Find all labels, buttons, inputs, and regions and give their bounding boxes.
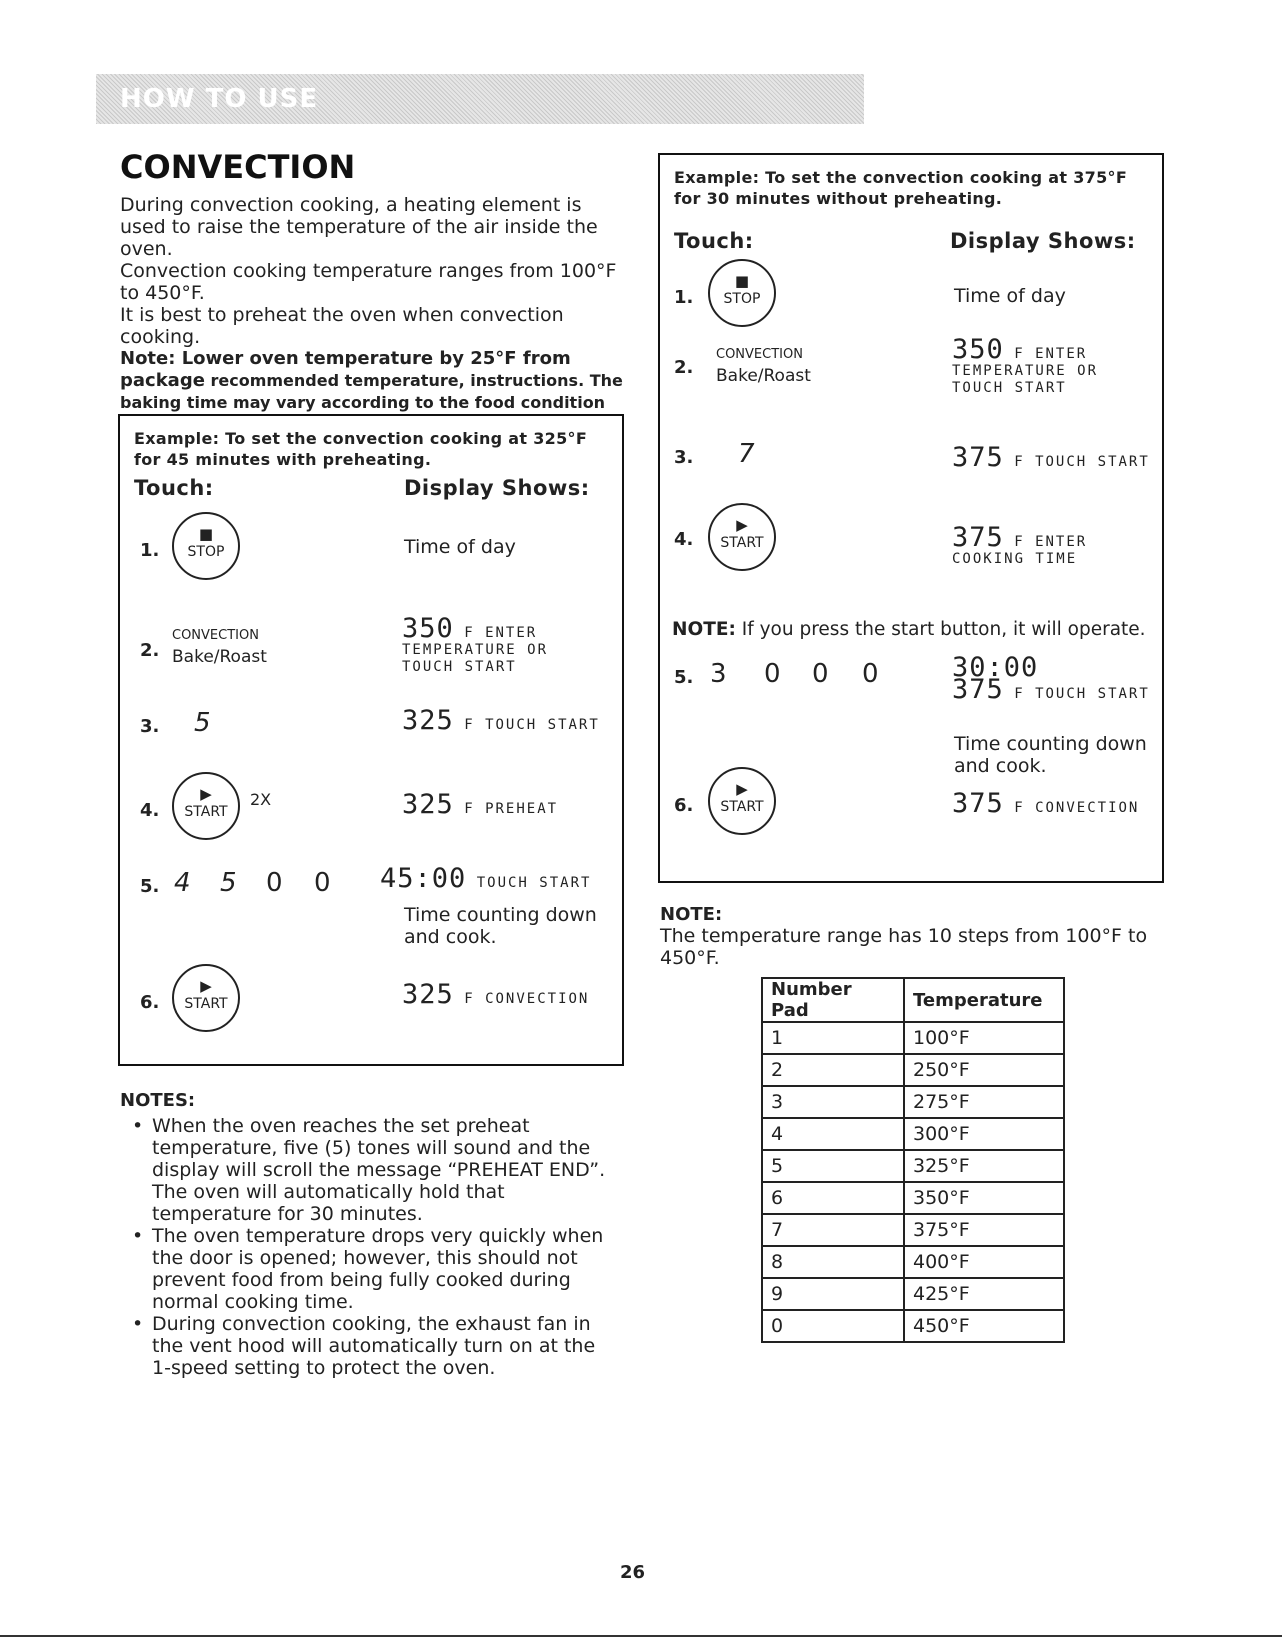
- convection-key-label: CONVECTION: [716, 347, 803, 362]
- number-pad-key[interactable]: 7: [738, 439, 755, 469]
- table-cell: 350°F: [904, 1182, 1064, 1214]
- step-number: 4.: [140, 800, 160, 821]
- play-icon: ▶: [736, 516, 748, 534]
- display-digits: 375: [952, 522, 1004, 553]
- table-row: [762, 1086, 1064, 1118]
- table-cell: 1: [762, 1022, 904, 1054]
- table-cell: 0: [762, 1310, 904, 1342]
- step-number: 2.: [674, 357, 694, 378]
- display-caption: Time counting down and cook.: [404, 904, 597, 948]
- example-title: Example: To set the convection cooking at 375°F for 30 minutes without preheating.: [674, 168, 1128, 208]
- intro-para-3: It is best to preheat the oven when convection cooking.: [120, 304, 564, 348]
- display-text: F ENTER: [464, 625, 538, 641]
- table-cell: 6: [762, 1182, 904, 1214]
- table-cell: 9: [762, 1278, 904, 1310]
- number-pad-key[interactable]: 0: [266, 868, 283, 898]
- intro-note-rest: recommended temperature, instructions. The baking time may vary according to the food condition: [120, 371, 623, 412]
- display-header: Display Shows:: [950, 229, 1136, 253]
- display-text: F TOUCH START: [1014, 454, 1150, 470]
- bottom-divider: [0, 1635, 1282, 1637]
- bake-roast-key[interactable]: Bake/Roast: [172, 647, 267, 667]
- step-number: 2.: [140, 640, 160, 661]
- step-number: 6.: [674, 795, 694, 816]
- note-body: The temperature range has 10 steps from 100°F to 450°F.: [660, 925, 1148, 969]
- example-preheat-box: [118, 414, 624, 1066]
- table-cell: 300°F: [904, 1118, 1064, 1150]
- notes-section: [120, 1090, 620, 1379]
- display-readout: [952, 522, 1088, 568]
- display-digits: 350: [402, 613, 454, 644]
- intro-para-1: During convection cooking, a heating element is used to raise the temperature of the air inside the oven.: [120, 194, 598, 260]
- example-title: Example: To set the convection cooking at 325°F for 45 minutes with preheating.: [134, 429, 588, 469]
- number-pad-key[interactable]: 0: [812, 659, 829, 689]
- stop-button[interactable]: [708, 259, 776, 327]
- table-row: [762, 1118, 1064, 1150]
- start-label: START: [720, 799, 764, 815]
- notes-list: [120, 1115, 620, 1379]
- display-readout: [380, 863, 592, 894]
- display-digits: 45:00: [380, 863, 467, 894]
- section-banner: [96, 74, 864, 124]
- display-readout: [952, 334, 1099, 397]
- intro-note-lead: Note: Lower oven temperature by 25°F from package: [120, 348, 571, 391]
- display-digits: 375: [952, 442, 1004, 473]
- display-caption: Time counting down and cook.: [954, 733, 1147, 777]
- table-row: [762, 1246, 1064, 1278]
- step-number: 6.: [140, 992, 160, 1013]
- table-row: [762, 1022, 1064, 1054]
- play-icon: ▶: [200, 977, 212, 995]
- start-note: [672, 619, 1162, 641]
- column-header: Temperature: [904, 978, 1064, 1022]
- display-text: F TOUCH START: [1014, 686, 1150, 702]
- display-text: TEMPERATURE OR: [402, 642, 549, 658]
- table-cell: 2: [762, 1054, 904, 1086]
- number-pad-key[interactable]: 0: [862, 659, 879, 689]
- list-item: • When the oven reaches the set preheat temperature, five (5) tones will sound and the display will scroll the message “PREHEAT END”. The oven will automatically hold that temperature for 30 minutes.: [120, 1115, 620, 1225]
- table-cell: 250°F: [904, 1054, 1064, 1086]
- display-readout: [952, 652, 1150, 705]
- table-row: [762, 1214, 1064, 1246]
- table-cell: 5: [762, 1150, 904, 1182]
- display-digits: 30:00: [952, 652, 1039, 683]
- column-header: Number Pad: [762, 978, 904, 1022]
- note-title: NOTE:: [660, 904, 723, 925]
- step-number: 3.: [140, 716, 160, 737]
- play-icon: ▶: [200, 785, 212, 803]
- table-row: [762, 1182, 1064, 1214]
- display-digits: 325: [402, 705, 454, 736]
- banner-title: HOW TO USE: [120, 84, 319, 114]
- display-digits: 375: [952, 788, 1004, 819]
- list-item: • The oven temperature drops very quickly when the door is opened; however, this should not prevent food from being fully cooked during normal cooking time.: [120, 1225, 620, 1313]
- table-row: [762, 1150, 1064, 1182]
- table-cell: 3: [762, 1086, 904, 1118]
- touch-header: Touch:: [674, 229, 754, 253]
- stop-label: STOP: [187, 544, 225, 560]
- start-button[interactable]: [172, 964, 240, 1032]
- step-number: 3.: [674, 447, 694, 468]
- step-number: 1.: [140, 540, 160, 561]
- step-number: 4.: [674, 529, 694, 550]
- display-header: Display Shows:: [404, 476, 590, 500]
- start-button[interactable]: [708, 767, 776, 835]
- display-digits: 350: [952, 334, 1004, 365]
- table-cell: 450°F: [904, 1310, 1064, 1342]
- number-pad-key[interactable]: 0: [314, 868, 331, 898]
- start-label: START: [184, 996, 228, 1012]
- display-readout: [952, 442, 1150, 473]
- touch-header: Touch:: [134, 476, 214, 500]
- start-note-text: If you press the start button, it will operate.: [735, 619, 1146, 640]
- table-cell: 400°F: [904, 1246, 1064, 1278]
- display-text: TOUCH START: [402, 659, 517, 675]
- display-time-of-day: Time of day: [404, 536, 516, 558]
- list-item: • During convection cooking, the exhaust fan in the vent hood will automatically turn on at the 1-speed setting to protect the oven.: [120, 1313, 620, 1379]
- start-button[interactable]: [708, 503, 776, 571]
- table-cell: 100°F: [904, 1022, 1064, 1054]
- page-title: CONVECTION: [120, 148, 356, 186]
- intro-section: [120, 148, 625, 436]
- table-row: [762, 1310, 1064, 1342]
- display-text: F CONVECTION: [1014, 800, 1140, 816]
- step-number: 5.: [140, 876, 160, 897]
- display-digits: 375: [952, 674, 1004, 705]
- display-digits: 325: [402, 789, 454, 820]
- stop-icon: ■: [734, 272, 750, 290]
- number-pad-key[interactable]: 0: [764, 659, 781, 689]
- table-row: [762, 1054, 1064, 1086]
- table-cell: 4: [762, 1118, 904, 1150]
- display-readout: [952, 788, 1140, 819]
- table-cell: 375°F: [904, 1214, 1064, 1246]
- table-cell: 8: [762, 1246, 904, 1278]
- start-note-lead: NOTE:: [672, 619, 736, 640]
- start-label: START: [720, 535, 764, 551]
- number-pad-key[interactable]: 5: [220, 868, 237, 898]
- table-header-row: [762, 978, 1064, 1022]
- temperature-range-note: [660, 904, 1160, 969]
- step-number: 1.: [674, 287, 694, 308]
- start-label: START: [184, 804, 228, 820]
- temperature-table: [761, 977, 1065, 1343]
- stop-button[interactable]: [172, 512, 240, 580]
- stop-label: STOP: [723, 291, 761, 307]
- bake-roast-key[interactable]: Bake/Roast: [716, 366, 811, 386]
- start-button[interactable]: [172, 772, 240, 840]
- display-text: F ENTER: [1014, 534, 1088, 550]
- page-number: 26: [620, 1562, 646, 1583]
- display-readout: [402, 979, 590, 1010]
- convection-key-label: CONVECTION: [172, 628, 259, 643]
- display-text: F CONVECTION: [464, 991, 590, 1007]
- display-readout: [402, 705, 600, 736]
- display-readout: [402, 789, 559, 820]
- display-time-of-day: Time of day: [954, 285, 1066, 307]
- table-row: [762, 1278, 1064, 1310]
- step-number: 5.: [674, 667, 694, 688]
- display-text: TEMPERATURE OR: [952, 363, 1099, 379]
- display-text: TOUCH START: [952, 380, 1067, 396]
- press-twice-label: 2X: [250, 790, 272, 809]
- number-pad-key[interactable]: 5: [194, 708, 211, 738]
- example-no-preheat-box: [658, 153, 1164, 883]
- table-cell: 325°F: [904, 1150, 1064, 1182]
- play-icon: ▶: [736, 780, 748, 798]
- table-cell: 7: [762, 1214, 904, 1246]
- table-cell: 275°F: [904, 1086, 1064, 1118]
- display-text: F PREHEAT: [464, 801, 559, 817]
- stop-icon: ■: [198, 525, 214, 543]
- display-text: TOUCH START: [476, 875, 592, 891]
- display-text: F ENTER: [1014, 346, 1088, 362]
- table-cell: 425°F: [904, 1278, 1064, 1310]
- display-text: F TOUCH START: [464, 717, 600, 733]
- display-digits: 325: [402, 979, 454, 1010]
- display-readout: [402, 613, 549, 676]
- notes-title: NOTES:: [120, 1090, 196, 1111]
- number-pad-key[interactable]: 4: [174, 868, 191, 898]
- display-text: COOKING TIME: [952, 551, 1078, 567]
- number-pad-key[interactable]: 3: [710, 659, 727, 689]
- intro-para-2: Convection cooking temperature ranges from 100°F to 450°F.: [120, 260, 617, 304]
